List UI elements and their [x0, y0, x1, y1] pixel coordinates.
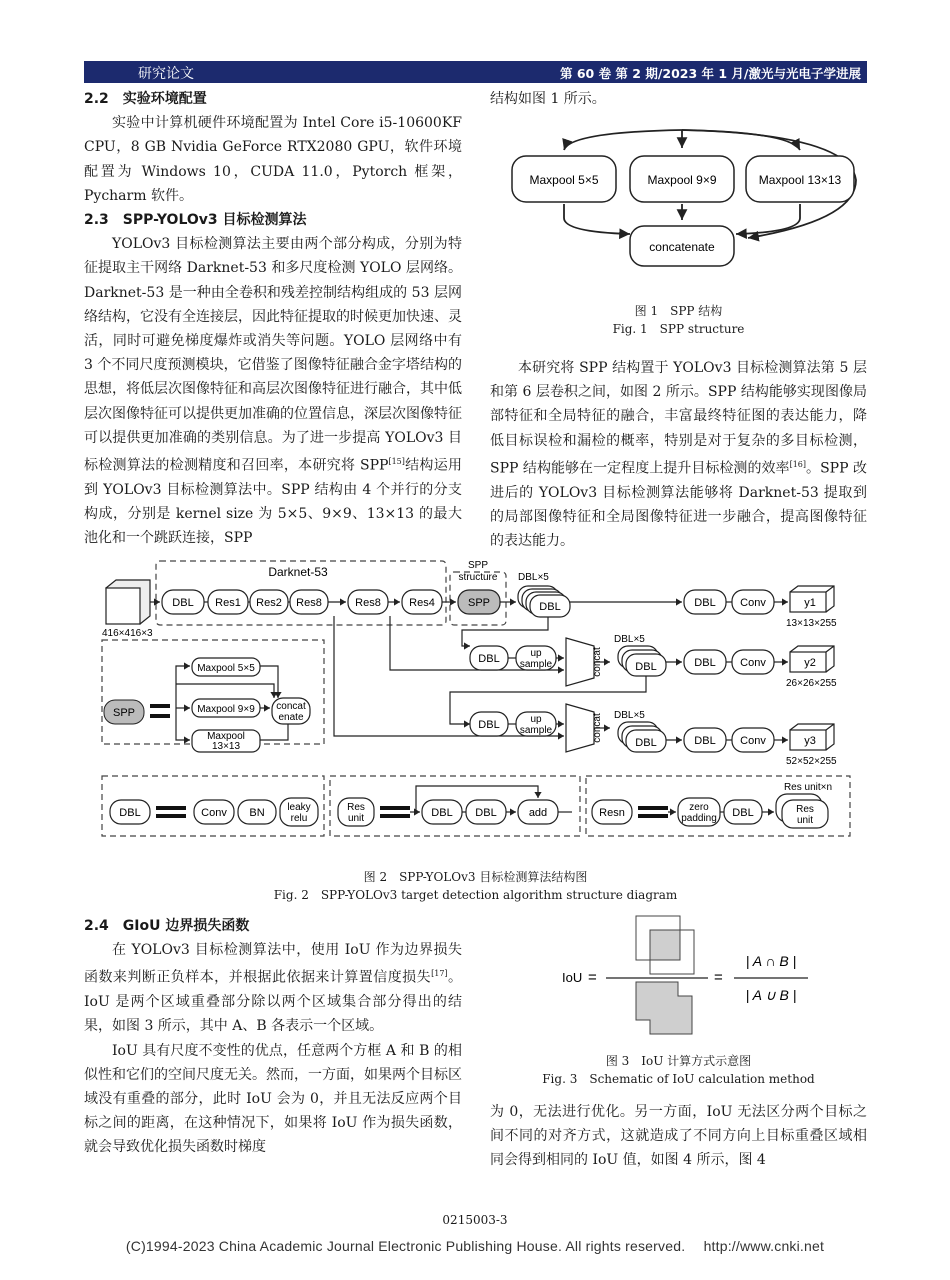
- fig2-up-2a: up: [530, 714, 542, 725]
- fig2-concat-a: concat: [276, 701, 306, 712]
- fig2-conv-y3: Conv: [740, 735, 766, 747]
- fig3-denominator: | A ∪ B |: [745, 987, 797, 1003]
- fig2-res4: Res4: [409, 597, 435, 609]
- fig2-size-y2: 26×26×255: [786, 678, 837, 689]
- fig2-mp13-a: Maxpool: [207, 731, 245, 742]
- figure-1-caption: [490, 302, 867, 338]
- fig2-dbl-up2: DBL: [478, 719, 500, 731]
- paragraph-spp-placement: 本研究将 SPP 结构置于 YOLOv3 目标检测算法第 5 层和第 6 层卷积之间，如图 2 所示。SPP 结构能够实现图像局部特征和全局特征的融合，丰富最终特征图的表达能力，降低目标误检和漏检的概率，特别是对于复杂的多目标检测，SPP 结构能够在一定程度上提升目标检测的效率[16]。SPP 改进后的 YOLOv3 目标检测算法能够将 Darknet-53 提取到的局部图像特征和全局图像特征进一步融合，提高图像特征的表达能力。: [490, 360, 867, 550]
- fig1-maxpool9: Maxpool 9×9: [647, 173, 717, 187]
- heading-2-3: 2.3 SPP-YOLOv3 目标检测算法: [84, 212, 307, 229]
- fig1-caption-en: Fig. 1 SPP structure: [612, 322, 745, 336]
- fig2-up-1a: up: [530, 648, 542, 659]
- fig2-legend-padding: padding: [681, 813, 717, 824]
- fig2-legend-leaky: leaky: [287, 802, 311, 813]
- fig2-size-y3: 52×52×255: [786, 756, 837, 767]
- paragraph-iou-continued: 为 0，无法进行优化。另一方面，IoU 无法区分两个目标之间不同的对齐方式，这就造成了不同方向上目标重叠区域相同会得到相同的 IoU 值，如图 4 所示，图 4: [490, 1104, 867, 1169]
- fig2-dbl-y3: DBL: [694, 735, 716, 747]
- fig2-dbl-1: DBL: [172, 597, 194, 609]
- figure-3-iou-schematic: [548, 912, 818, 1042]
- left-column: [84, 87, 462, 551]
- fig2-y1: y1: [804, 597, 816, 609]
- fig1-caption-cn: 图 1 SPP 结构: [634, 304, 723, 318]
- fig2-res8-b: Res8: [355, 597, 381, 609]
- paragraph-iou-drawbacks: IoU 具有尺度不变性的优点，任意两个方框 A 和 B 的相似性和它们的空间尺度无关。然而，一方面，如果两个目标区域没有重叠的部分，此时 IoU 会为 0，并且无法反应两个目标之间的距离，在这种情况下，如果将 IoU 作为损失函数，就会导致优化损失函数时梯度: [84, 1042, 462, 1156]
- fig2-dblx5-1: DBL×5: [518, 572, 549, 583]
- heading-2-4: 2.4 GIoU 边界损失函数: [84, 918, 250, 934]
- fig2-legend-resunitn: Res unit×n: [783, 782, 833, 793]
- fig2-y3: y3: [804, 735, 816, 747]
- copyright-line: (C)1994-2023 China Academic Journal Electronic Publishing House. All rights reserved. http://www.cnki.net: [125, 1238, 825, 1254]
- right-column-bottom: [490, 1100, 867, 1173]
- fig2-input-size: 416×416×3: [102, 628, 153, 639]
- fig3-equals-2: =: [714, 969, 723, 986]
- fig3-equals-1: =: [588, 969, 597, 986]
- fig2-caption-en: Fig. 2 SPP-YOLOv3 target detection algorithm structure diagram: [273, 888, 678, 902]
- citation-17: [17]: [431, 969, 448, 979]
- fig2-size-y1: 13×13×255: [786, 618, 837, 629]
- fig2-up-1b: sample: [519, 659, 553, 670]
- fig2-concat-2: concat: [592, 713, 603, 743]
- fig2-legend-unit: unit: [347, 813, 365, 824]
- fig2-mp9: Maxpool 9×9: [197, 704, 255, 715]
- fig2-legend-dbl-c: DBL: [732, 807, 754, 819]
- fig2-legend-resunit-b: unit: [796, 815, 814, 826]
- fig1-maxpool13: Maxpool 13×13: [758, 173, 842, 187]
- fig2-spp-box: SPP: [467, 597, 491, 609]
- fig2-legend-zero: zero: [689, 802, 709, 813]
- fig2-darknet-label: Darknet-53: [268, 565, 328, 579]
- section-label: 研究论文: [138, 66, 194, 82]
- fig2-caption-cn: 图 2 SPP-YOLOv3 目标检测算法结构图: [363, 870, 588, 884]
- journal-header-bar: [84, 61, 867, 83]
- fig2-legend-dbl-b: DBL: [475, 807, 497, 819]
- paragraph-iou: 在 YOLOv3 目标检测算法中，使用 IoU 作为边界损失函数来判断正负样本，并根据此依据来计算置信度损失[17]。IoU 是两个区域重叠部分除以两个区域集合部分得出的结果，如图 3 所示，其中 A、B 各表示一个区域。: [84, 942, 463, 1035]
- fig2-dbl-stack-2: DBL: [635, 661, 657, 673]
- citation-15: [15]: [388, 457, 405, 467]
- fig3-caption-en: Fig. 3 Schematic of IoU calculation method: [542, 1072, 815, 1086]
- fig2-mp13-b: 13×13: [211, 741, 241, 752]
- fig2-legend-relu: relu: [290, 813, 308, 824]
- journal-info: 第 60 卷 第 2 期/2023 年 1 月/激光与光电子学进展: [559, 66, 861, 81]
- fig2-legend-resunit-a: Res: [796, 804, 814, 815]
- fig2-dblx5-2: DBL×5: [614, 634, 645, 645]
- fig2-spp-structure-2: structure: [458, 572, 498, 583]
- fig1-concatenate: concatenate: [649, 240, 715, 254]
- fig2-dbl-up1: DBL: [478, 653, 500, 665]
- fig2-conv-y2: Conv: [740, 657, 766, 669]
- paragraph-fig1-ref: 结构如图 1 所示。: [490, 91, 606, 107]
- paragraph-env: 实验中计算机硬件环境配置为 Intel Core i5-10600KF CPU，8 GB Nvidia GeForce RTX2080 GPU，软件环境配置为 Windows 10，CUDA 11.0，Pytorch 框架，Pycharm 软件。: [84, 115, 462, 204]
- fig2-concat-b: enate: [278, 712, 304, 723]
- fig1-maxpool5: Maxpool 5×5: [529, 173, 599, 187]
- fig2-res8-a: Res8: [296, 597, 322, 609]
- fig3-numerator: | A ∩ B |: [745, 953, 797, 969]
- fig2-legend-conv: Conv: [201, 807, 227, 819]
- fig2-mp5: Maxpool 5×5: [197, 663, 255, 674]
- fig2-legend-dbl: DBL: [119, 807, 141, 819]
- fig2-legend-bn: BN: [249, 807, 265, 819]
- figure-3-caption: [490, 1052, 867, 1088]
- citation-16: [16]: [789, 459, 806, 469]
- fig3-caption-cn: 图 3 IoU 计算方式示意图: [605, 1054, 752, 1068]
- fig2-res2: Res2: [256, 597, 282, 609]
- figure-2-caption: [84, 868, 867, 904]
- fig2-concat-1: concat: [592, 647, 603, 677]
- fig2-y2: y2: [804, 657, 816, 669]
- page-number: 0215003-3: [442, 1213, 508, 1227]
- fig3-iou-label: IoU: [562, 970, 583, 985]
- fig2-spp-detail: SPP: [112, 707, 136, 719]
- fig2-dbl-stack-3: DBL: [635, 737, 657, 749]
- paragraph-yolov3: YOLOv3 目标检测算法主要由两个部分构成，分别为特征提取主干网络 Darknet-53 和多尺度检测 YOLO 层网络。Darknet-53 是一种由全卷积和残差控制结构组成的 53 层网络结构，它没有全连接层，因此特征提取的时候更加快速、灵活，同时可避免梯度爆炸或消失等问题。YOLO 层网络中有 3 个不同尺度预测模块，它借鉴了图像特征融合金字塔结构的思想，将低层次图像特征和高层次图像特征进行融合，其中低层次图像特征可以提供更加准确的位置信息，深层次图像特征可以提供更加准确的类别信息。为了进一步提高 YOLOv3 目标检测算法的检测精度和召回率，本研究将 SPP[15]结构运用到 YOLOv3 目标检测算法中。SPP 结构由 4 个并行的分支构成，分别是 kernel size 为 5×5、9×9、13×13 的最大池化和一个跳跃连接，SPP: [84, 236, 462, 547]
- fig2-legend-dbl-a: DBL: [431, 807, 453, 819]
- right-column-top: [490, 87, 867, 111]
- figure-2-spp-yolov3-diagram: [98, 558, 858, 850]
- heading-2-2: 2.2 实验环境配置: [84, 91, 207, 107]
- fig2-dbl-stack-1: DBL: [539, 601, 561, 613]
- fig2-res1: Res1: [215, 597, 241, 609]
- fig2-legend-add: add: [528, 807, 548, 819]
- fig2-up-2b: sample: [519, 725, 553, 736]
- fig2-legend-resn: Resn: [599, 807, 625, 819]
- figure-1-spp-structure: [500, 110, 870, 290]
- left-column-bottom: [84, 914, 462, 1160]
- fig2-spp-structure-1: SPP: [467, 560, 489, 571]
- fig2-conv-y1: Conv: [740, 597, 766, 609]
- fig2-legend-res: Res: [347, 802, 365, 813]
- fig2-dbl-y1: DBL: [694, 597, 716, 609]
- right-column-mid: [490, 356, 867, 553]
- fig2-dbl-y2: DBL: [694, 657, 716, 669]
- fig2-dblx5-3: DBL×5: [614, 710, 645, 721]
